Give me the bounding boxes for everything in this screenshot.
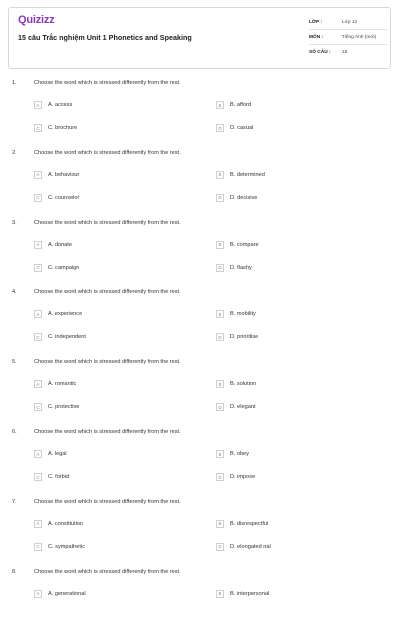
option-label: D. impose (230, 474, 256, 480)
question-text: Choose the word which is stressed differently from the rest. (34, 568, 181, 575)
meta-value: Lớp 12 (342, 19, 358, 25)
question-text: Choose the word which is stressed differently from the rest. (34, 498, 181, 505)
option-label: C. counselor (48, 194, 80, 201)
question-text: Choose the word which is stressed differently from the rest. (34, 80, 181, 86)
option-label: A. experience (48, 311, 83, 318)
answer-option-b[interactable] (216, 101, 251, 109)
option-label: C. brochure (48, 125, 78, 131)
answer-option-d[interactable] (216, 333, 258, 341)
answer-option-b[interactable] (216, 380, 256, 388)
option-label: A. constitution (48, 520, 84, 527)
question-number: 1. (12, 80, 17, 86)
option-letter-box: B (216, 101, 224, 109)
answer-option-b[interactable] (216, 520, 268, 528)
answer-option-a[interactable] (34, 380, 76, 388)
option-letter-box: D (216, 194, 224, 202)
option-label: A. donate (48, 241, 72, 248)
question-4 (10, 289, 390, 359)
answer-option-d[interactable] (216, 403, 256, 411)
question-7 (10, 499, 390, 569)
option-label: A. generational (48, 590, 86, 597)
question-number: 3. (12, 219, 17, 226)
question-6 (10, 429, 390, 499)
option-label: D. prioritise (230, 334, 259, 341)
option-label: D. casual (230, 125, 254, 131)
option-label: B. afford (230, 102, 252, 108)
question-text: Choose the word which is stressed differently from the rest. (34, 219, 181, 226)
option-label: A. legal (48, 451, 67, 457)
question-1 (10, 80, 390, 150)
option-letter-box: A (34, 380, 42, 388)
answer-option-a[interactable] (34, 171, 79, 179)
option-letter-box: B (216, 520, 224, 528)
answer-option-d[interactable] (216, 124, 253, 132)
question-number: 5. (12, 359, 17, 366)
answer-option-d[interactable] (216, 473, 255, 481)
option-letter-box: B (216, 171, 224, 179)
question-number: 8. (12, 568, 17, 575)
worksheet-title: 15 câu Trắc nghiệm Unit 1 Phonetics and Speaking (18, 33, 192, 42)
option-label: D. elongated nal (230, 543, 271, 550)
option-label: A. behaviour (48, 171, 80, 178)
option-letter-box: B (216, 590, 224, 598)
meta-row-class (309, 15, 387, 30)
question-3 (10, 220, 390, 290)
option-label: B. compare (230, 241, 259, 248)
answer-option-b[interactable] (216, 171, 265, 179)
answer-option-a[interactable] (34, 310, 82, 318)
answer-option-c[interactable] (34, 333, 86, 341)
option-letter-box: B (216, 450, 224, 458)
option-label: D. decisive (230, 194, 258, 201)
option-letter-box: A (34, 310, 42, 318)
answer-option-a[interactable] (34, 101, 72, 109)
answer-option-c[interactable] (34, 194, 79, 202)
option-label: A. romantic (48, 381, 77, 388)
answer-option-a[interactable] (34, 450, 67, 458)
option-letter-box: D (216, 333, 224, 341)
question-number: 2. (12, 149, 17, 156)
answer-option-c[interactable] (34, 473, 69, 481)
meta-key: MÔN : (309, 34, 324, 40)
option-letter-box: C (34, 264, 42, 272)
answer-option-a[interactable] (34, 520, 83, 528)
option-letter-box: A (34, 520, 42, 528)
option-label: C. sympathetic (48, 543, 85, 550)
option-label: D. elegant (230, 404, 256, 411)
option-label: B. solution (230, 381, 257, 388)
option-label: C. independent (48, 334, 86, 341)
option-label: C. forbid (48, 474, 70, 480)
question-2 (10, 150, 390, 220)
answer-option-d[interactable] (216, 264, 252, 272)
answer-option-b[interactable] (216, 590, 269, 598)
answer-option-b[interactable] (216, 310, 256, 318)
answer-option-c[interactable] (34, 403, 79, 411)
question-8 (10, 569, 390, 639)
meta-value: 15 (342, 49, 348, 55)
option-letter-box: D (216, 473, 224, 481)
option-label: D. flashy (230, 264, 252, 271)
option-letter-box: C (34, 333, 42, 341)
option-label: B. interpersonal (230, 590, 270, 597)
option-letter-box: D (216, 403, 224, 411)
answer-option-a[interactable] (34, 241, 72, 249)
worksheet-header (8, 7, 391, 69)
option-label: C. campaign (48, 264, 80, 271)
option-label: B. determined (230, 171, 265, 178)
option-letter-box: C (34, 403, 42, 411)
meta-row-count (309, 45, 387, 59)
option-label: B. obey (230, 451, 249, 457)
option-letter-box: C (34, 473, 42, 481)
option-letter-box: A (34, 590, 42, 598)
question-number: 4. (12, 289, 17, 296)
question-5 (10, 359, 390, 429)
option-label: C. protective (48, 404, 80, 411)
question-text: Choose the word which is stressed differently from the rest. (34, 289, 181, 296)
option-letter-box: A (34, 450, 42, 458)
option-letter-box: D (216, 124, 224, 132)
answer-option-b[interactable] (216, 241, 259, 249)
question-text: Choose the word which is stressed differently from the rest. (34, 359, 181, 366)
answer-option-c[interactable] (34, 543, 85, 551)
meta-row-subject (309, 30, 387, 45)
option-letter-box: C (34, 194, 42, 202)
question-number: 6. (12, 429, 17, 435)
answer-option-d[interactable] (216, 194, 257, 202)
option-label: A. access (48, 102, 73, 108)
meta-key: LỚP : (309, 19, 323, 25)
option-label: B. mobility (230, 311, 256, 318)
worksheet-meta (309, 15, 387, 59)
question-text: Choose the word which is stressed differently from the rest. (34, 429, 181, 435)
answer-option-c[interactable] (34, 124, 77, 132)
option-letter-box: B (216, 310, 224, 318)
meta-key: SỐ CÂU : (309, 49, 331, 55)
answer-option-b[interactable] (216, 450, 249, 458)
answer-option-d[interactable] (216, 543, 271, 551)
option-letter-box: B (216, 241, 224, 249)
question-text: Choose the word which is stressed differently from the rest. (34, 149, 181, 156)
option-letter-box: C (34, 543, 42, 551)
option-letter-box: A (34, 241, 42, 249)
answer-option-c[interactable] (34, 264, 79, 272)
quizizz-logo: Quizizz (18, 14, 55, 26)
option-letter-box: D (216, 264, 224, 272)
option-label: B. disrespectful (230, 520, 269, 527)
option-letter-box: B (216, 380, 224, 388)
option-letter-box: A (34, 101, 42, 109)
question-number: 7. (12, 498, 17, 505)
option-letter-box: A (34, 171, 42, 179)
option-letter-box: D (216, 543, 224, 551)
meta-value: Tiếng Anh (mới) (342, 34, 377, 40)
option-letter-box: C (34, 124, 42, 132)
answer-option-a[interactable] (34, 590, 86, 598)
